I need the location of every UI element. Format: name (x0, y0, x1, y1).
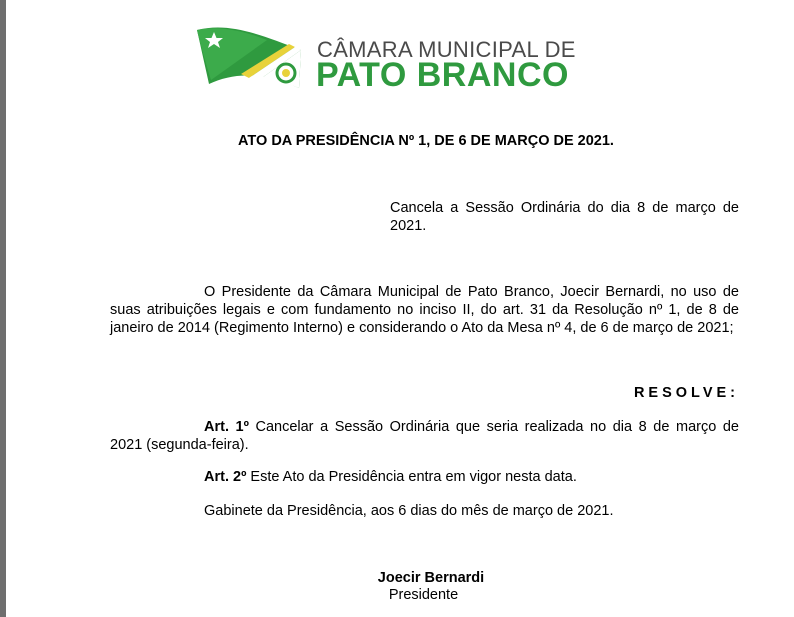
logo-line-2: PATO BRANCO (316, 56, 569, 94)
article-1-label: Art. 1º (204, 419, 249, 435)
signature-name: Joecir Bernardi (377, 570, 485, 586)
chamber-logo (189, 22, 576, 97)
signature-role: Presidente (388, 587, 459, 603)
ementa-paragraph: Cancela a Sessão Ordinária do dia 8 de março de 2021. (390, 200, 739, 234)
preamble-paragraph: O Presidente da Câmara Municipal de Pato Branco, Joecir Bernardi, no uso de suas atribuições legais e com fundamento no inciso II, do art. 31 da Resolução nº 1, de 8 de janeiro de 2014 (Regimento Interno) e considerando o Ato da Mesa nº 4, de 6 de março de 2021; (110, 284, 739, 336)
document-title: ATO DA PRESIDÊNCIA Nº 1, DE 6 DE MARÇO DE 2021. (238, 133, 614, 149)
flag-emblem-icon (189, 22, 314, 97)
resolve-heading: RESOLVE: (633, 385, 739, 401)
article-1 (110, 418, 739, 454)
article-1-text: Cancelar a Sessão Ordinária que seria realizada no dia 8 de março de 2021 (segunda-feira). (110, 419, 739, 453)
article-2-text: Este Ato da Presidência entra em vigor nesta data. (246, 469, 577, 485)
logo-line-1: CÂMARA MUNICIPAL DE (317, 37, 576, 62)
document-page (6, 0, 794, 617)
article-2 (204, 468, 739, 486)
article-2-label: Art. 2º (204, 469, 247, 485)
closing-line: Gabinete da Presidência, aos 6 dias do mês de março de 2021. (204, 503, 614, 519)
